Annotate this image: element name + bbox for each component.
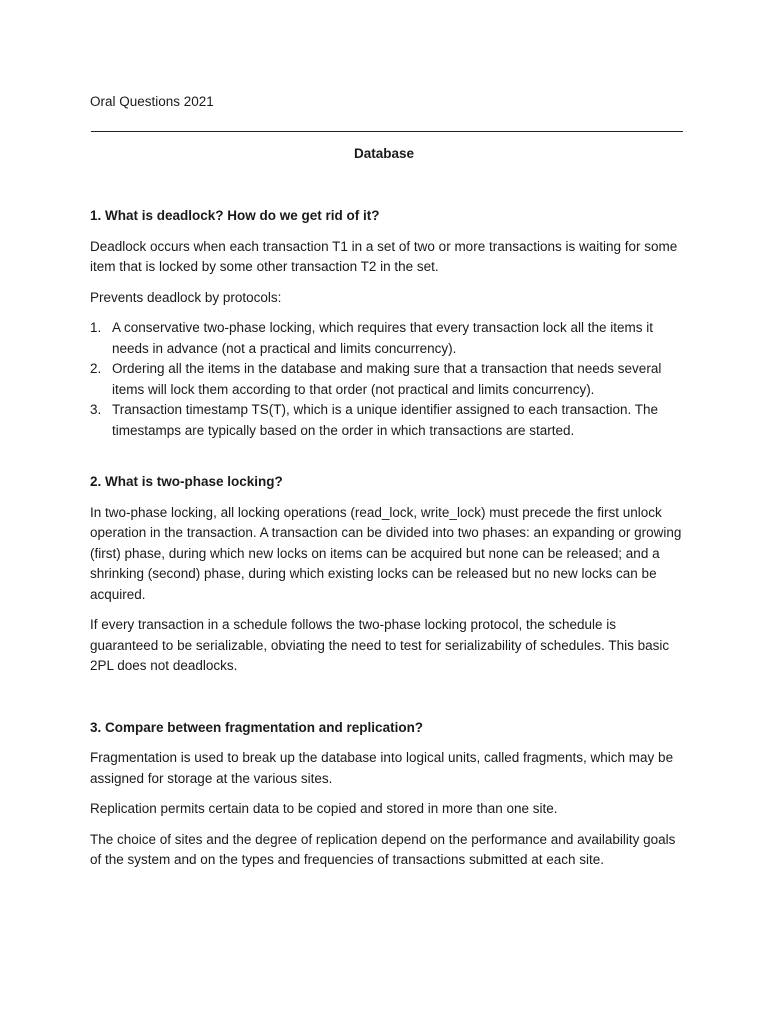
list-item-number: 2. <box>90 361 102 376</box>
list-item <box>90 400 686 441</box>
paragraph: In two-phase locking, all locking operations (read_lock, write_lock) must precede the first unlock operation in the transaction. A transaction can be divided into two phases: an expanding or growing (first) phase, during which new locks on items can be acquired but none can be released; and a shrinking (second) phase, during which existing locks can be released but no new locks can be acquired. <box>90 504 682 602</box>
header-divider <box>91 131 683 132</box>
paragraph: The choice of sites and the degree of replication depend on the performance and availability goals of the system and on the types and frequencies of transactions submitted at each site. <box>90 831 676 867</box>
list-item-text: Transaction timestamp TS(T), which is a unique identifier assigned to each transaction. The timestamps are typically based on the order in which transactions are started. <box>112 402 659 438</box>
page-header: Oral Questions 2021 <box>90 94 214 109</box>
list-item-number: 1. <box>90 320 102 335</box>
document-body <box>90 206 686 881</box>
section-spacer <box>90 687 686 718</box>
paragraph: Deadlock occurs when each transaction T1 in a set of two or more transactions is waiting for some item that is locked by some other transaction T2 in the set. <box>90 238 678 274</box>
section-spacer <box>90 441 686 472</box>
paragraph: Replication permits certain data to be copied and stored in more than one site. <box>90 801 558 816</box>
list-item-text: A conservative two-phase locking, which requires that every transaction lock all the items it needs in advance (not a practical and limits concurrency). <box>112 320 654 356</box>
list-item-text: Ordering all the items in the database and making sure that a transaction that needs several items will lock them according to that order (not practical and limits concurrency). <box>112 361 662 397</box>
list-item-number: 3. <box>90 402 102 417</box>
question-heading: 1. What is deadlock? How do we get rid of it? <box>90 208 380 223</box>
question-section-2 <box>90 472 686 677</box>
paragraph: Fragmentation is used to break up the database into logical units, called fragments, which may be assigned for storage at the various sites. <box>90 750 674 786</box>
question-section-3 <box>90 718 686 871</box>
paragraph: If every transaction in a schedule follows the two-phase locking protocol, the schedule is guaranteed to be serializable, obviating the need to test for serializability of schedules. This basic 2PL does not deadlocks. <box>90 617 670 673</box>
list-item <box>90 318 686 359</box>
list-item <box>90 359 686 400</box>
document-title: Database <box>353 146 415 161</box>
paragraph: Prevents deadlock by protocols: <box>90 289 282 305</box>
question-heading: 3. Compare between fragmentation and replication? <box>90 719 424 735</box>
question-section-1 <box>90 206 686 441</box>
numbered-list <box>90 318 686 441</box>
question-heading: 2. What is two-phase locking? <box>90 474 283 489</box>
